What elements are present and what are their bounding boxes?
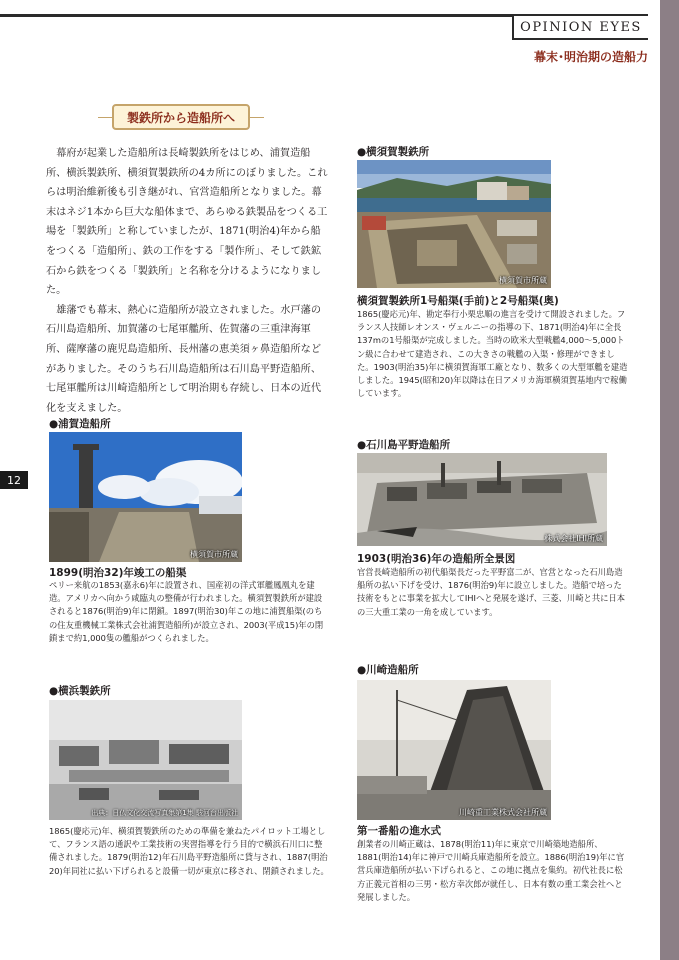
uraga-photo: [49, 432, 242, 562]
section-heading: 製鉄所から造船所へ: [112, 104, 250, 130]
yokosuka-caption-title: 横須賀製鉄所1号船渠(手前)と2号船渠(奥): [357, 295, 559, 307]
header-rule: [0, 14, 512, 17]
ishikawajima-photo: [357, 453, 607, 546]
kawasaki-label: ●川崎造船所: [357, 664, 419, 676]
intro-paragraph-2: [46, 301, 328, 419]
ishikawajima-caption-title: 1903(明治36)年の造船所全景図: [357, 553, 516, 565]
kawasaki-caption-title: 第一番船の進水式: [357, 825, 441, 837]
ishikawajima-label: ●石川島平野造船所: [357, 439, 451, 451]
uraga-caption-title: 1899(明治32)年竣工の船渠: [49, 567, 187, 579]
yokosuka-label: ●横須賀製鉄所: [357, 146, 430, 158]
uraga-label: ●浦賀造船所: [49, 418, 111, 430]
page-number: 12: [0, 471, 28, 489]
header-subtitle: 幕末･明治期の造船力: [533, 50, 648, 64]
kawasaki-caption-body: 創業者の川崎正蔵は、1878(明治11)年に東京で川崎築地造船所、1881(明治14)年に神戸で川崎兵庫造船所を設立。1886(明治19)年に官営兵庫造船所が払い下げられると、この地に拠点を集約。初代社長に松方正義元首相の三男・松方幸次郎が就任し、日本有数の重工業会社へと発展しました。: [357, 839, 625, 902]
uraga-caption-body: ペリー来航の1853(嘉永6)年に設置され、国産初の洋式軍艦鳳凰丸を建造。アメリカへ向かう咸臨丸の整備が行われました。横須賀製鉄所が建設されると1876(明治9)年に閉鎖。1897(明治30)年この地に浦賀船渠(のちの住友重機械工業株式会社浦賀造船所)が設立され、2003(平成15)年の閉鎖まで約1,000隻の艦船がつくられました。: [49, 580, 324, 643]
intro-paragraph-1: 幕府が起業した造船所は長崎製鉄所をはじめ、浦賀造船所、横浜製鉄所、横須賀製鉄所の4カ所にのぼりました。これらは明治維新後も引き継がれ、官営造船所となりました。幕末はネジ1本から巨大な船体まで、あらゆる鉄製品をつくる工場を「製鉄所」と称していましたが、1871(明治4)年から船をつくる「造船所」、鉄の工作をする「製作所」、そして鉄鉱石から鉄をつくる「製鉄所」と名称を分けるようになりました。: [46, 148, 328, 297]
yokohama-photo: [49, 700, 242, 820]
yokosuka-caption-body: 1865(慶応元)年、勘定奉行小栗忠順の進言を受けて開設されました。フランス人技師レオンス・ヴェルニーの指導の下、1871(明治4)年に全長137mの1号船渠が完成しました。当時の欧米大型戦艦4,000～5,000トン級に合わせて建造され、この大きさの戦艦の入渠・修理ができました。1903(明治35)年に横須賀海軍工廠となり、数多くの大型軍艦を建造しました。1945(昭和20)年以降は在日アメリカ海軍横須賀基地内で稼働しています。: [357, 309, 628, 399]
intro-text: [46, 144, 328, 418]
kawasaki-photo: [357, 680, 551, 820]
ishikawajima-photo-credit: 株式会社IHI所蔵: [544, 534, 603, 543]
yokosuka-photo: [357, 160, 551, 288]
header-title: OPINION EYES: [512, 14, 648, 40]
ishikawajima-caption-body: 官営長崎造船所の初代船渠長だった平野富二が、官営となった石川島造船所の払い下げを受け、1876(明治9)年に設立しました。造船で培った技術をもとに事業を拡大してIHIへと発展を遂げ、三菱、川崎と共に日本の三大重工業の一角を成しています。: [357, 567, 626, 617]
uraga-photo-credit: 横須賀市所蔵: [190, 550, 238, 559]
yokohama-label: ●横浜製鉄所: [49, 685, 111, 697]
kawasaki-photo-credit: 川崎重工業株式会社所蔵: [459, 808, 547, 817]
intro-paragraph-2-text: 雄藩でも幕末、熱心に造船所が設立されました。水戸藩の石川島造船所、加賀藩の七尾軍艦所、佐賀藩の三重津海軍所、薩摩藩の鹿児島造船所、長州藩の恵美須ヶ鼻造船所などがありました。そのうち石川島造船所は石川島平野造船所、七尾軍艦所は川崎造船所として明治期も存続し、日本の近代化を支えました。: [46, 304, 322, 414]
yokosuka-photo-credit: 横須賀市所蔵: [499, 276, 547, 285]
yokohama-caption-body: 1865(慶応元)年、横須賀製鉄所のための準備を兼ねたパイロット工場として、フランス語の通訳や工業技術の実習指導を行う目的で横浜石川口に整備されました。1879(明治12)年石川島平野造船所に貸与され、1887(明治20)年同社に払い下げられると設備一切が東京に移され、閉鎖されました。: [49, 826, 329, 876]
yokohama-photo-credit: 出典：日仏文化交流写真集第1集 駿河台出版社: [91, 809, 238, 817]
